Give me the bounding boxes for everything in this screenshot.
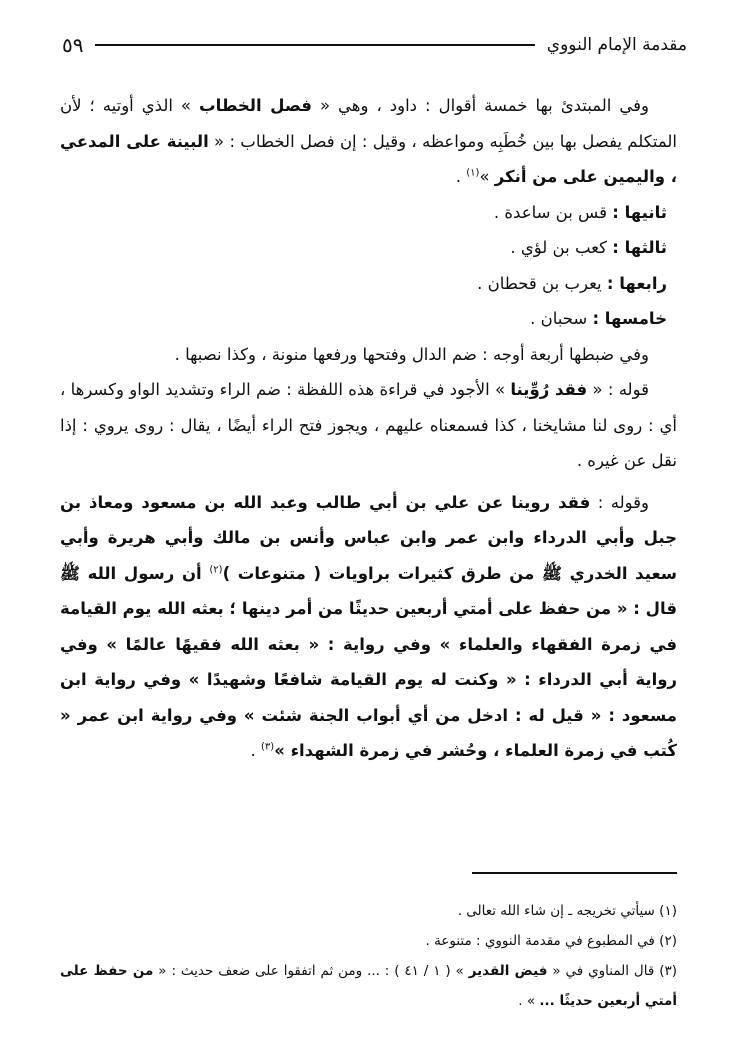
bold-passage: فقد روينا عن علي بن أبي طالب وعبد الله بن مسعود ومعاذ بن جبل وأبي الدرداء وابن عمر وابن عباس وأنس بن مالك وأبي هريرة وأبي سعيد الخدري ﷺ من طرق كثيرات براويات ( متنوعات ) bbox=[60, 492, 677, 583]
paragraph-3: قوله : « فقد رُوِّينا » الأجود في قراءة هذه اللفظة : ضم الراء وتشديد الواو وكسرها ، أي : روى لنا مشايخنا ، كذا فسمعناه عليهم ، ويجوز فتح الراء أيضًا ، يقال : روى يروي : إذا نقل عن غيره . bbox=[60, 380, 677, 470]
footnote-2: (٢) في المطبوع في مقدمة النووي : متنوعة . bbox=[425, 933, 677, 949]
footnote-1: (١) سيأتي تخريجه ـ إن شاء الله تعالى . bbox=[457, 903, 677, 919]
footnote-ref[interactable]: (٢) bbox=[209, 564, 223, 575]
header-rule bbox=[95, 44, 534, 46]
running-title: مقدمة الإمام النووي bbox=[546, 35, 687, 55]
list-item: رابعها : يعرب بن قحطان . bbox=[477, 273, 667, 293]
bold-hadith: أن رسول الله ﷺ قال : « من حفظ على أمتي أربعين حديثًا من أمر دينها ؛ بعثه الله يوم القيامة في زمرة الفقهاء والعلماء » وفي رواية : « بعثه الله فقيهًا عالمًا » وفي رواية أبي الدرداء : « وكنت له يوم القيامة شافعًا وشهيدًا » وفي رواية ابن مسعود : « قيل له : ادخل من أي أبواب الجنة شئت » وفي رواية ابن عمر « كُتب في زمرة العلماء ، وحُشر في زمرة الشهداء » bbox=[60, 563, 677, 760]
bold-term: فصل الخطاب bbox=[199, 96, 312, 115]
bold-term: فقد رُوِّينا bbox=[510, 380, 588, 399]
page-number: ٥٩ bbox=[62, 33, 84, 57]
footnote-rule bbox=[472, 872, 677, 874]
bold-quote: البينة على المدعي ، واليمين على من أنكر bbox=[60, 131, 677, 186]
list-item: خامسها : سحبان . bbox=[530, 309, 667, 328]
page-header bbox=[62, 30, 687, 60]
main-text bbox=[60, 88, 677, 769]
list-item: ثالثها : كعب بن لؤي . bbox=[510, 238, 667, 257]
paragraph-4: وقوله : فقد روينا عن علي بن أبي طالب وعبد الله بن مسعود ومعاذ بن جبل وأبي الدرداء وابن عمر وابن عباس وأنس بن مالك وأبي هريرة وأبي سعيد الخدري ﷺ من طرق كثيرات براويات ( متنوعات )$^{(٢)}$ أن رسول الله ﷺ قال : « من حفظ على أمتي أربعين حديثًا من أمر دينها ؛ بعثه الله يوم القيامة في زمرة الفقهاء والعلماء » وفي رواية : « بعثه الله فقيهًا عالمًا » وفي رواية أبي الدرداء : « وكنت له يوم القيامة شافعًا وشهيدًا » وفي رواية ابن مسعود : « قيل له : ادخل من أي أبواب الجنة شئت » وفي رواية ابن عمر « كُتب في زمرة العلماء ، وحُشر في زمرة الشهداء »$^{(٣)}$ . bbox=[60, 492, 677, 760]
list-item: ثانيها : قس بن ساعدة . bbox=[493, 202, 667, 222]
footnote-3: (٣) قال المناوي في « فيض القدير » ( ١ / ٤١ ) : ... ومن ثم اتفقوا على ضعف حديث : « من حفظ على أمتي أربعين حديثًا ... » . bbox=[60, 963, 678, 1009]
paragraph-2: وفي ضبطها أربعة أوجه : ضم الدال وفتحها ورفعها منونة ، وكذا نصبها . bbox=[174, 344, 649, 364]
footnotes bbox=[60, 896, 677, 1016]
footnote-ref[interactable]: (١) bbox=[466, 167, 480, 179]
paragraph-1: وفي المبتدئ بها خمسة أقوال : داود ، وهي « فصل الخطاب » الذي أوتيه ؛ لأن المتكلم يفصل بها بين خُطَبِه ومواعظه ، وقيل : إن فصل الخطاب : « البينة على المدعي ، واليمين على من أنكر »$^{(١)}$ . bbox=[60, 96, 677, 186]
footnote-ref[interactable]: (٣) bbox=[261, 741, 275, 753]
